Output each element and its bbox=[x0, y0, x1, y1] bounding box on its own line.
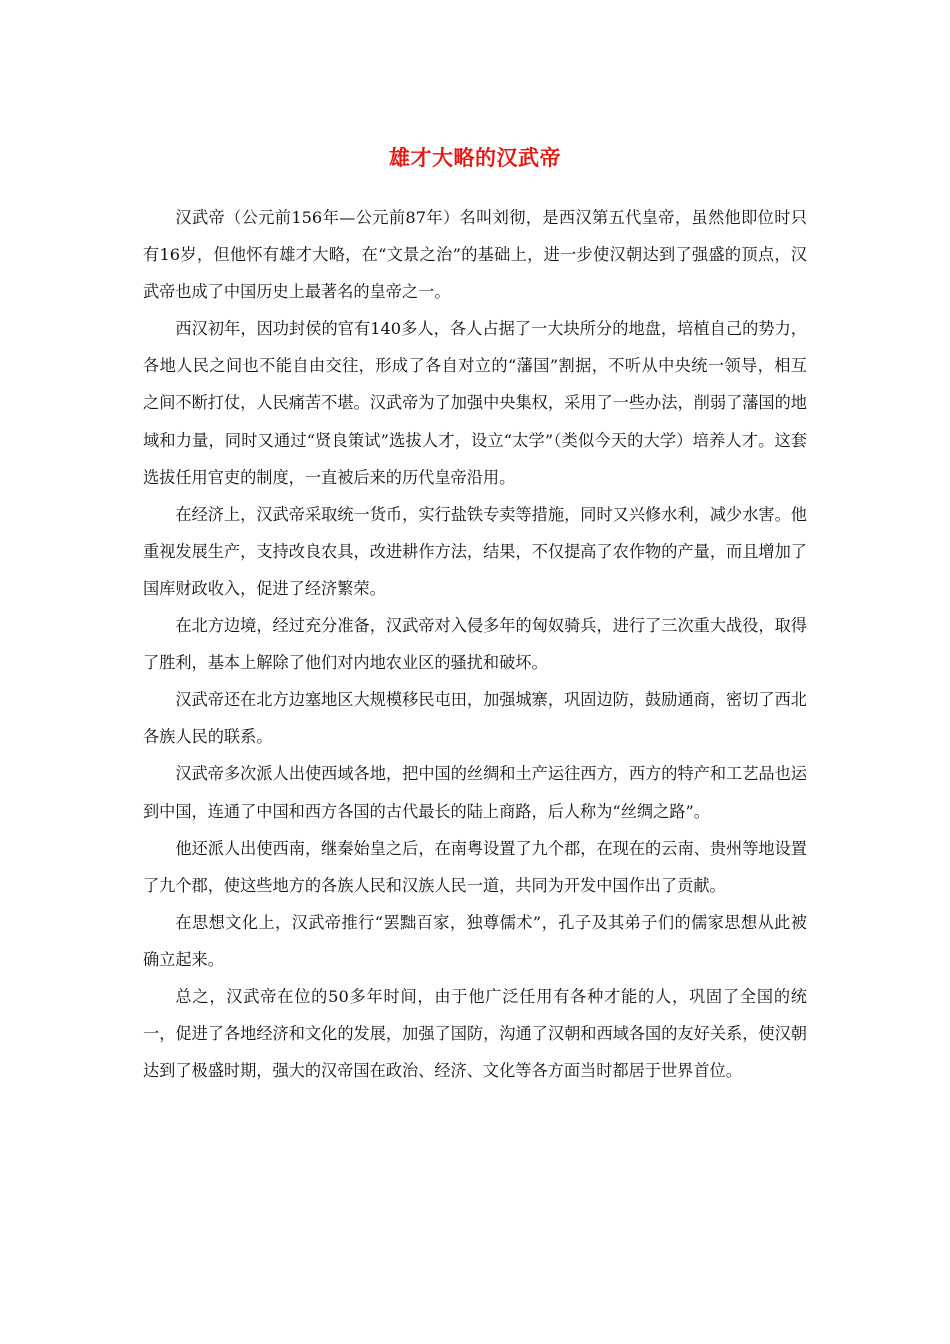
document-body bbox=[143, 199, 807, 1089]
paragraph-9: 总之，汉武帝在位的50多年时间，由于他广泛任用有各种才能的人，巩固了全国的统一，促进了各地经济和文化的发展，加强了国防，沟通了汉朝和西域各国的友好关系，使汉朝达到了极盛时期，强大的汉帝国在政治、经济、文化等各方面当时都居于世界首位。 bbox=[143, 986, 807, 1081]
paragraph-3: 在经济上，汉武帝采取统一货币，实行盐铁专卖等措施，同时又兴修水利，减少水害。他重视发展生产，支持改良农具，改进耕作方法，结果，不仅提高了农作物的产量，而且增加了国库财政收入，促进了经济繁荣。 bbox=[143, 504, 807, 598]
paragraph-7: 他还派人出使西南，继秦始皇之后，在南粤设置了九个郡，在现在的云南、贵州等地设置了九个郡，使这些地方的各族人民和汉族人民一道，共同为开发中国作出了贡献。 bbox=[143, 838, 807, 895]
paragraph-2: 西汉初年，因功封侯的官有140多人，各人占据了一大块所分的地盘，培植自己的势力，各地人民之间也不能自由交往，形成了各自对立的“藩国”割据，不听从中央统一领导，相互之间不断打仗，人民痛苦不堪。汉武帝为了加强中央集权，采用了一些办法，削弱了藩国的地域和力量，同时又通过“贤良策试”选拔人才，设立“太学”（类似今天的大学）培养人才。这套选拔任用官吏的制度，一直被后来的历代皇帝沿用。 bbox=[143, 319, 807, 487]
paragraph-5: 汉武帝还在北方边塞地区大规模移民屯田，加强城寨，巩固边防，鼓励通商，密切了西北各族人民的联系。 bbox=[143, 690, 807, 747]
paragraph-4: 在北方边境，经过充分准备，汉武帝对入侵多年的匈奴骑兵，进行了三次重大战役，取得了胜利，基本上解除了他们对内地农业区的骚扰和破坏。 bbox=[143, 616, 807, 673]
paragraph-1: 汉武帝（公元前156年—公元前87年）名叫刘彻，是西汉第五代皇帝，虽然他即位时只有16岁，但他怀有雄才大略，在“文景之治”的基础上，进一步使汉朝达到了强盛的顶点，汉武帝也成了中国历史上最著名的皇帝之一。 bbox=[143, 208, 807, 302]
document-title: 雄才大略的汉武帝 bbox=[389, 145, 561, 170]
paragraph-8: 在思想文化上，汉武帝推行“罢黜百家，独尊儒术”，孔子及其弟子们的儒家思想从此被确立起来。 bbox=[143, 912, 807, 969]
paragraph-6: 汉武帝多次派人出使西域各地，把中国的丝绸和土产运往西方，西方的特产和工艺品也运到中国，连通了中国和西方各国的古代最长的陆上商路，后人称为“丝绸之路”。 bbox=[143, 764, 807, 821]
